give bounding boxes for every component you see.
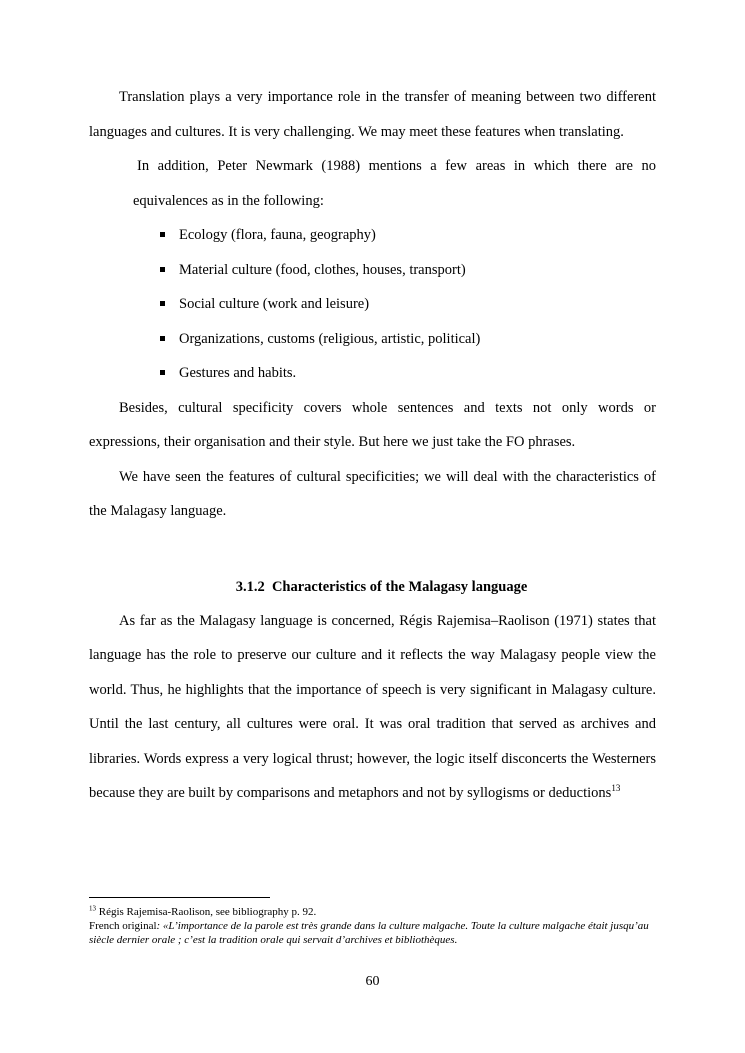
paragraph-malagasy-language: As far as the Malagasy language is concerned, Régis Rajemisa–Raolison (1971) states that language has the role to preserve our culture and it reflects the way Malagasy people view the world. Thus, he highlights that the importance of speech is very significant in Malagasy culture. Until the last century, all cultures were oral. It was oral tradition that served as archives and libraries. Words express a very logical thrust; however, the logic itself disconcerts the Westerners because they are built by comparisons and metaphors and not by syllogisms or deductions$^{13}$ bbox=[89, 612, 656, 801]
square-bullet-icon bbox=[160, 267, 165, 272]
page-number: 60 bbox=[365, 974, 380, 989]
list-item: Social culture (work and leisure) bbox=[160, 287, 656, 322]
list-item: Organizations, customs (religious, artistic, political) bbox=[160, 322, 656, 357]
list-item: Gestures and habits. bbox=[160, 356, 656, 391]
footnote-divider bbox=[89, 897, 270, 898]
footnote-line-2: French original: «L’importance de la parole est très grande dans la culture malgache. Toute la culture malgache était jusqu’au siècle dernier orale ; c’est la tradition orale qui servait d’archives et bibliothèques. bbox=[89, 920, 649, 946]
section-heading bbox=[89, 575, 656, 599]
footnote bbox=[89, 905, 649, 947]
square-bullet-icon bbox=[160, 370, 165, 375]
paragraph-features: We have seen the features of cultural specificities; we will deal with the characteristics of the Malagasy language. bbox=[89, 468, 656, 519]
footnote-line-1: $^{13}$ Régis Rajemisa-Raolison, see bibliography p. 92. bbox=[89, 904, 317, 918]
square-bullet-icon bbox=[160, 232, 165, 237]
section-title: Characteristics of the Malagasy language bbox=[271, 578, 528, 595]
paragraph-cultural-specificity: Besides, cultural specificity covers whole sentences and texts not only words or expressions, their organisation and their style. But here we just take the FO phrases. bbox=[89, 399, 656, 450]
page-body bbox=[89, 80, 656, 811]
newmark-quote bbox=[133, 149, 656, 218]
bullet-list bbox=[89, 218, 656, 391]
footnote-reference[interactable]: 13 bbox=[611, 783, 621, 794]
square-bullet-icon bbox=[160, 336, 165, 341]
paragraph-newmark: In addition, Peter Newmark (1988) mentions a few areas in which there are no equivalences as in the following: bbox=[133, 158, 656, 209]
square-bullet-icon bbox=[160, 301, 165, 306]
list-item: Ecology (flora, fauna, geography) bbox=[160, 218, 656, 253]
list-item: Material culture (food, clothes, houses, transport) bbox=[160, 253, 656, 288]
section-number: 3.1.2 bbox=[235, 578, 265, 595]
paragraph-translation: Translation plays a very importance role in the transfer of meaning between two different languages and cultures. It is very challenging. We may meet these features when translating. bbox=[89, 89, 656, 140]
